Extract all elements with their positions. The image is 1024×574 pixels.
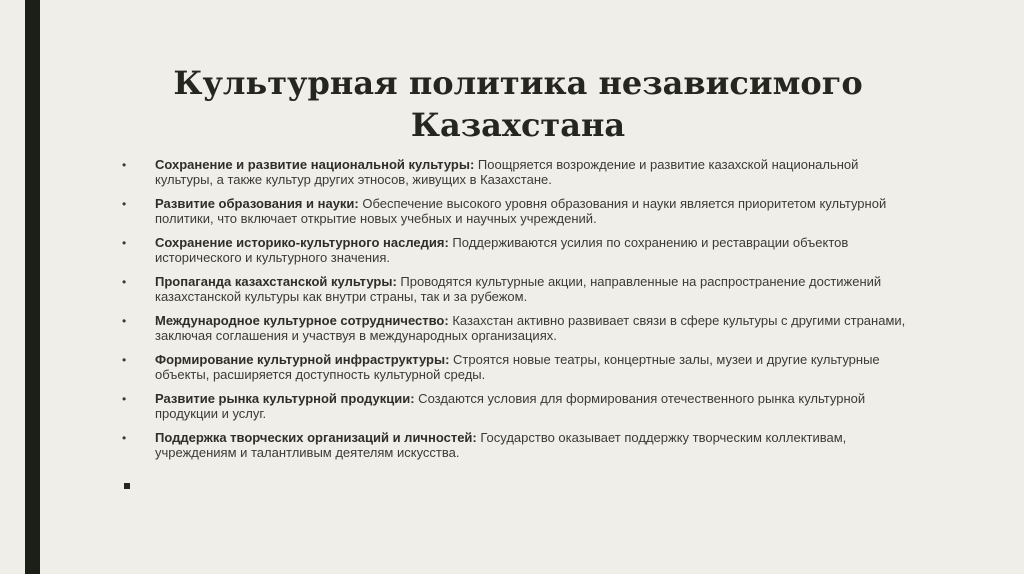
bullet-text: Государство оказывает поддержку творческим коллективам, учреждениям и талантливым деятелям искусства. xyxy=(155,430,847,460)
bullet-heading: Сохранение и развитие национальной культуры: xyxy=(155,157,475,172)
bullet-heading: Формирование культурной инфраструктуры: xyxy=(155,352,450,367)
bullet-text: Создаются условия для формирования отечественного рынка культурной продукции и услуг. xyxy=(155,391,866,421)
bullet-text: Казахстан активно развивает связи в сфере культуры с другими странами, заключая соглашения и участвуя в международных организациях. xyxy=(155,313,906,343)
bullet-item xyxy=(120,158,920,187)
bullet-dot-icon: • xyxy=(122,275,127,289)
bullet-text: Обеспечение высокого уровня образования и науки является приоритетом культурной политики, что включает открытие новых учебных и научных учреждений. xyxy=(155,196,887,226)
bullet-item xyxy=(120,392,920,421)
bullet-item xyxy=(120,431,920,460)
square-bullet-icon xyxy=(124,483,130,489)
bullet-item xyxy=(120,353,920,382)
bullet-dot-icon: • xyxy=(122,392,127,406)
bullet-dot-icon: • xyxy=(122,158,127,172)
bullet-item xyxy=(120,197,920,226)
bullet-text: Строятся новые театры, концертные залы, музеи и другие культурные объекты, расширяется доступность культурной среды. xyxy=(155,352,880,382)
bullet-heading: Пропаганда казахстанской культуры: xyxy=(155,274,397,289)
bullet-dot-icon: • xyxy=(122,197,127,211)
bullet-dot-icon: • xyxy=(122,236,127,250)
bullet-dot-icon: • xyxy=(122,431,127,445)
bullet-item xyxy=(120,314,920,343)
bullet-item xyxy=(120,236,920,265)
bullet-text: Поощряется возрождение и развитие казахской национальной культуры, а также культур других этносов, живущих в Казахстане. xyxy=(155,157,859,187)
accent-bar xyxy=(25,0,40,574)
bullet-heading: Международное культурное сотрудничество: xyxy=(155,313,449,328)
bullet-dot-icon: • xyxy=(122,353,127,367)
bullet-item xyxy=(120,275,920,304)
bullet-dot-icon: • xyxy=(122,314,127,328)
bullet-heading: Поддержка творческих организаций и личностей: xyxy=(155,430,477,445)
slide-title: Культурная политика независимого Казахстана xyxy=(173,64,863,144)
bullet-heading: Развитие образования и науки: xyxy=(155,196,359,211)
bullet-heading: Сохранение историко-культурного наследия: xyxy=(155,235,449,250)
bullet-heading: Развитие рынка культурной продукции: xyxy=(155,391,415,406)
bullet-list xyxy=(120,158,920,470)
bullet-text: Поддерживаются усилия по сохранению и реставрации объектов исторического и культурного значения. xyxy=(155,235,849,265)
bullet-text: Проводятся культурные акции, направленные на распространение достижений казахстанской культуры как внутри страны, так и за рубежом. xyxy=(155,274,882,304)
